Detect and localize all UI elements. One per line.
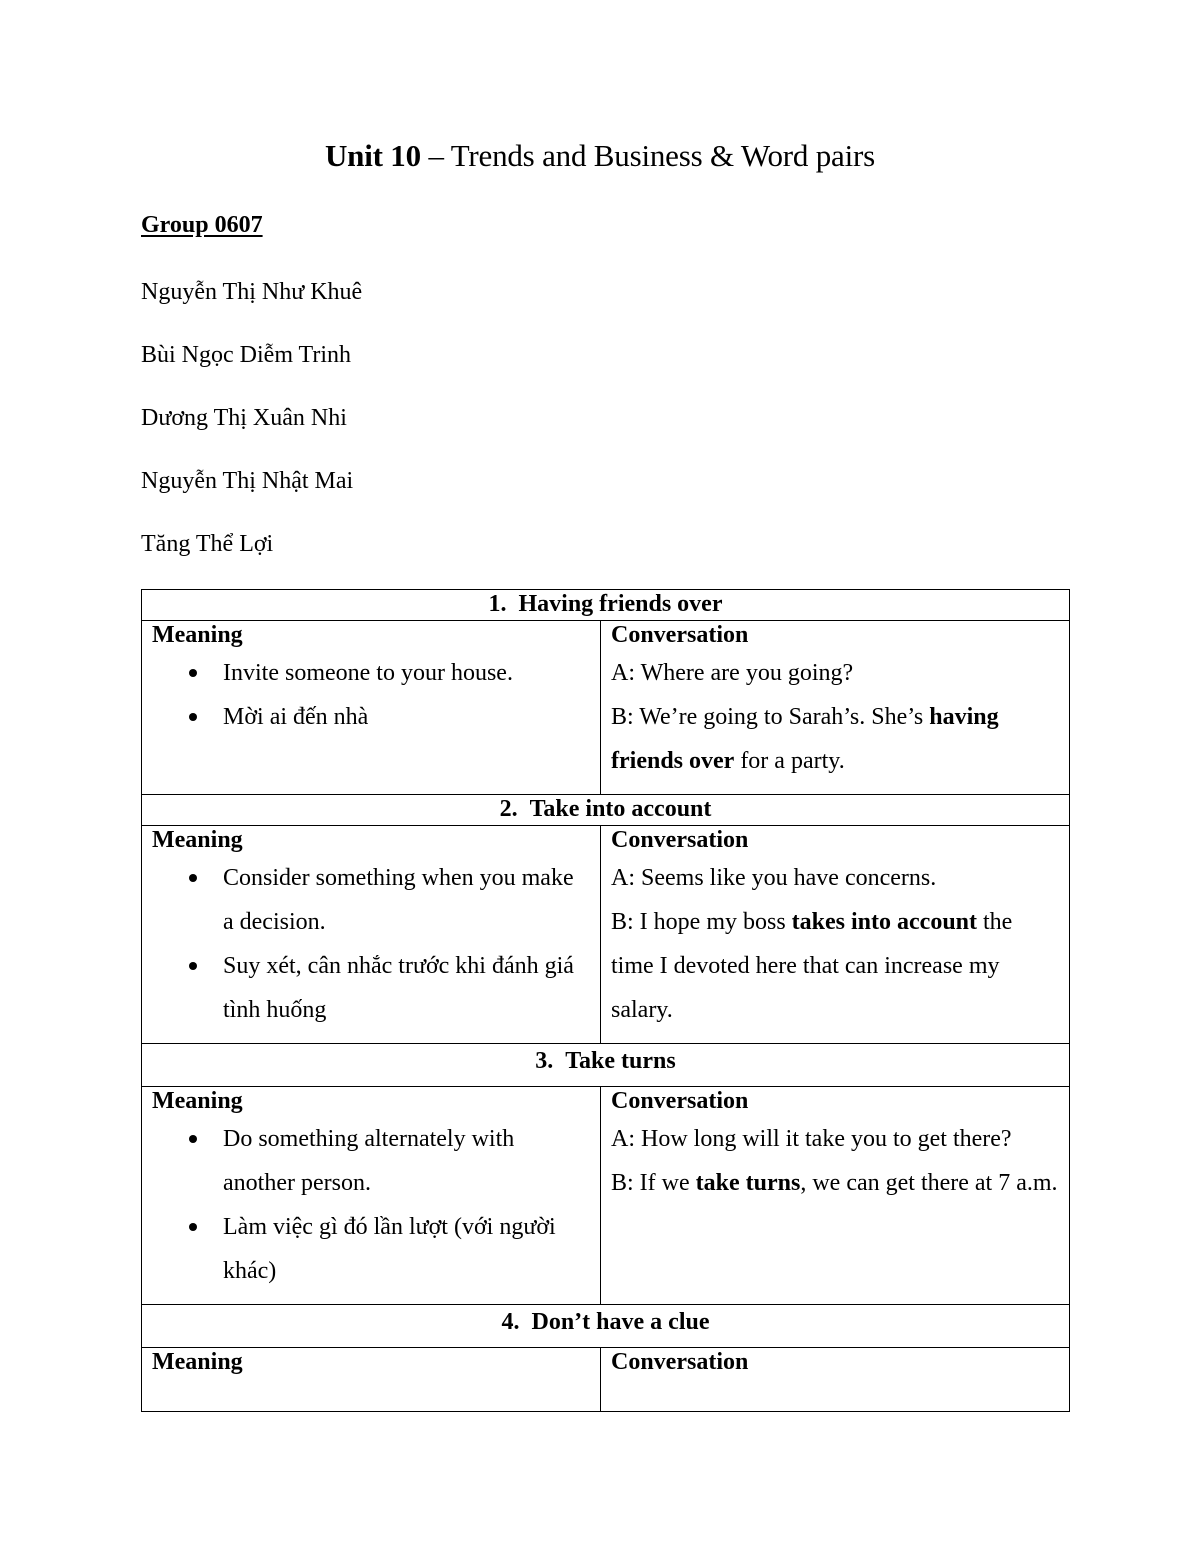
- conversation-text: the time I devoted here that can increase my salary.: [611, 909, 1013, 1023]
- conversation-line-a: A: How long will it take you to get there?: [611, 1126, 1012, 1152]
- phrase-text: Don’t have a clue: [531, 1309, 710, 1335]
- meaning-list: [152, 1117, 590, 1293]
- page-title-unit: Unit 10: [324, 138, 421, 173]
- phrase-heading: [142, 795, 1070, 826]
- table-row: [142, 1305, 1070, 1348]
- meaning-cell: [142, 1348, 601, 1412]
- phrase-text: Take turns: [565, 1048, 676, 1074]
- table-row: [142, 826, 1070, 1044]
- table-row: [142, 621, 1070, 795]
- conversation-label: Conversation: [611, 622, 749, 648]
- meaning-cell: [142, 1087, 601, 1305]
- meaning-cell: [142, 826, 601, 1044]
- table-row: [142, 1348, 1070, 1412]
- conversation-line-b: [611, 1161, 1059, 1205]
- phrase-text: Having friends over: [518, 591, 723, 617]
- table-row: [142, 1044, 1070, 1087]
- conversation-text: B: I hope my boss: [611, 909, 792, 935]
- highlighted-phrase: having friends over: [611, 704, 999, 774]
- conversation-text: B: We’re going to Sarah’s. She’s: [611, 704, 930, 730]
- conversation-line-a: A: Where are you going?: [611, 660, 854, 686]
- meaning-label: Meaning: [152, 622, 243, 648]
- phrase-text: Take into account: [529, 796, 712, 822]
- conversation-text: , we can get there at 7 a.m.: [800, 1170, 1058, 1196]
- highlighted-phrase: take turns: [695, 1170, 801, 1196]
- list-item: Consider something when you make a decision.: [223, 856, 590, 944]
- conversation-line-b: [611, 695, 1059, 783]
- conversation-text: for a party.: [734, 748, 845, 774]
- phrase-number: 2.: [499, 796, 518, 822]
- conversation-cell: [601, 826, 1070, 1044]
- meaning-list: [152, 651, 590, 739]
- conversation-label: Conversation: [611, 1349, 749, 1375]
- conversation-label: Conversation: [611, 1088, 749, 1114]
- phrase-number: 4.: [501, 1309, 520, 1335]
- member-name: Nguyễn Thị Nhật Mai: [141, 468, 354, 494]
- conversation-cell: [601, 1087, 1070, 1305]
- phrase-number: 1.: [488, 591, 507, 617]
- phrase-heading: [142, 1044, 1070, 1087]
- list-item: Làm việc gì đó lần lượt (với người khác): [223, 1205, 590, 1293]
- conversation-label: Conversation: [611, 827, 749, 853]
- phrase-number: 3.: [535, 1048, 554, 1074]
- member-name: Dương Thị Xuân Nhi: [141, 405, 347, 431]
- phrase-heading: [142, 590, 1070, 621]
- table-row: [142, 795, 1070, 826]
- page-title-text: – Trends and Business & Word pairs: [420, 138, 876, 173]
- member-name: Bùi Ngọc Diễm Trinh: [141, 342, 352, 368]
- member-name: Tăng Thể Lợi: [141, 531, 274, 557]
- conversation-line-b: [611, 900, 1059, 1032]
- vocabulary-table: [141, 589, 1070, 1412]
- page-title: [0, 138, 1200, 174]
- member-name: Nguyễn Thị Như Khuê: [141, 279, 363, 305]
- conversation-text: B: If we: [611, 1170, 696, 1196]
- meaning-cell: [142, 621, 601, 795]
- list-item: Suy xét, cân nhắc trước khi đánh giá tình huống: [223, 944, 590, 1032]
- highlighted-phrase: takes into account: [791, 909, 978, 935]
- conversation-line-a: A: Seems like you have concerns.: [611, 865, 937, 891]
- conversation-cell: [601, 1348, 1070, 1412]
- table-row: [142, 1087, 1070, 1305]
- meaning-list: [152, 856, 590, 1032]
- list-item: Mời ai đến nhà: [223, 695, 590, 739]
- phrase-heading: [142, 1305, 1070, 1348]
- meaning-label: Meaning: [152, 1349, 243, 1375]
- list-item: Do something alternately with another person.: [223, 1117, 590, 1205]
- meaning-label: Meaning: [152, 827, 243, 853]
- conversation-cell: [601, 621, 1070, 795]
- group-heading: Group 0607: [141, 212, 263, 238]
- meaning-label: Meaning: [152, 1088, 243, 1114]
- table-row: [142, 590, 1070, 621]
- list-item: Invite someone to your house.: [223, 651, 590, 695]
